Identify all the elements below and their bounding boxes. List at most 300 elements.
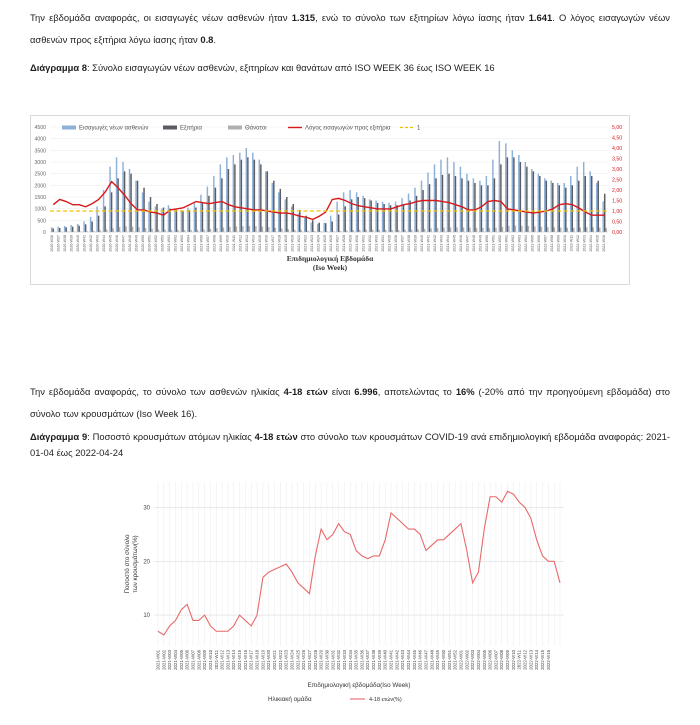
chart1-ytick-right: 5,00 (612, 125, 623, 131)
chart1-bar-discharges (500, 164, 501, 232)
p1-value-ratio: 0.8 (200, 34, 214, 45)
chart1-bar-deaths (469, 228, 470, 232)
chart1-bar-admissions (96, 206, 97, 232)
chart1-bar-deaths (359, 230, 360, 232)
chart1-xtick: 2022-W10 (562, 235, 567, 252)
chart1-bar-admissions (382, 202, 383, 232)
chart1-ytick-right: 2,50 (612, 177, 623, 184)
chart2-xtick: 2021-W51 (446, 650, 452, 670)
chart1-bar-discharges (383, 204, 384, 232)
chart1-bar-deaths (223, 228, 224, 232)
chart1-bar-admissions (473, 178, 474, 232)
p2-text-1: Την εβδομάδα αναφοράς, το σύνολο των ασθενών ηλικίας (30, 386, 284, 397)
chart1-legend-label: Εισαγωγές νέων ασθενών (79, 125, 149, 132)
chart1-bar-discharges (234, 164, 235, 232)
chart1-bar-discharges (591, 176, 592, 232)
chart1-legend-swatch (62, 126, 76, 130)
chart1-bar-discharges (344, 206, 345, 232)
chart1-bar-admissions (90, 217, 91, 232)
chart1-bar-discharges (604, 194, 605, 232)
chart1-bar-deaths (495, 228, 496, 232)
chart1-bar-discharges (474, 183, 475, 232)
chart1-xtick: 2021-W28 (342, 235, 347, 252)
chart1-bar-deaths (372, 230, 373, 232)
chart1-bar-admissions (239, 153, 240, 232)
chart1-bar-discharges (565, 188, 566, 232)
chart-admissions-discharges (30, 115, 630, 285)
chart1-xtick: 2021-W47 (465, 235, 470, 252)
chart2-xtick: 2022-W08 (499, 650, 505, 670)
chart2-xtick: 2021-W37 (365, 650, 371, 670)
chart1-bar-deaths (229, 227, 230, 232)
chart1-ytick-right: 1,50 (612, 198, 623, 205)
chart1-xtick: 2022-W03 (517, 235, 522, 252)
chart1-bar-admissions (142, 192, 143, 232)
chart1-xtick: 2021-W39 (413, 235, 418, 252)
chart1-bar-discharges (507, 157, 508, 232)
chart1-xtick: 2020-W39 (69, 235, 74, 252)
chart1-bar-discharges (494, 178, 495, 232)
chart1-bar-admissions (77, 224, 78, 232)
chart1-bar-admissions (64, 226, 65, 232)
chart1-xtick: 2021-W23 (309, 235, 314, 252)
chart1-bar-discharges (578, 181, 579, 232)
chart1-bar-discharges (312, 220, 313, 232)
chart1-xtick: 2020-W36 (50, 235, 55, 252)
paragraph-admissions (30, 7, 670, 51)
chart1-bar-discharges (91, 222, 92, 233)
chart2-xtick: 2022-W07 (493, 650, 499, 670)
chart1-bar-discharges (572, 185, 573, 232)
chart2-xtick: 2021-W26 (301, 650, 307, 670)
chart1-bar-deaths (502, 227, 503, 232)
chart1-bar-admissions (447, 157, 448, 232)
chart1-bar-admissions (220, 164, 221, 232)
chart1-bar-deaths (567, 228, 568, 232)
chart1-bar-discharges (228, 169, 229, 232)
chart1-bar-admissions (576, 167, 577, 232)
chart2-xtick: 2021-W41 (388, 650, 394, 670)
chart1-bar-admissions (168, 205, 169, 232)
chart2-xtick: 2021-W05 (178, 650, 184, 670)
chart1-xtick: 2021-W48 (471, 235, 476, 252)
chart2-legend-title: Ηλικιακή ομάδα (268, 696, 312, 703)
chart1-xtick: 2021-W10 (225, 235, 230, 252)
chart1-bar-discharges (442, 175, 443, 232)
chart1-xtick: 2022-W09 (556, 235, 561, 252)
chart1-bar-discharges (461, 178, 462, 232)
chart2-xtick: 2021-W06 (184, 650, 190, 670)
chart1-legend-label: Θάνατοι (245, 125, 267, 132)
chart1-xlabel-line2: (Iso Week) (312, 263, 348, 272)
chart1-bar-deaths (119, 227, 120, 232)
chart1-xtick: 2021-W05 (192, 235, 197, 252)
chart2-xtick: 2021-W49 (435, 650, 441, 670)
chart1-bar-deaths (255, 226, 256, 232)
chart2-xtick: 2021-W08 (196, 650, 202, 670)
chart1-bar-discharges (546, 181, 547, 232)
chart1-bar-discharges (124, 171, 125, 232)
chart1-bar-admissions (362, 196, 363, 232)
chart1-xtick: 2021-W07 (205, 235, 210, 252)
chart2-xtick: 2021-W11 (213, 650, 219, 670)
paragraph-age-group (30, 381, 670, 425)
chart1-ytick-right: 4,50 (612, 135, 623, 142)
chart1-bar-deaths (443, 228, 444, 232)
chart1-xtick: 2020-W40 (76, 235, 81, 252)
chart1-xtick: 2020-W45 (108, 235, 113, 252)
chart1-bar-discharges (338, 215, 339, 233)
chart1-bar-admissions (135, 181, 136, 232)
chart1-bar-discharges (182, 211, 183, 232)
chart1-bar-deaths (275, 228, 276, 232)
chart1-xtick: 2021-W46 (459, 235, 464, 252)
p2-text-4: (-20% από την προηγούμενη εβδομάδα) στο σύνολο των κρουσμάτων (Iso Week 16). (30, 386, 671, 419)
chart1-bar-discharges (260, 164, 261, 232)
chart2-xtick: 2021-W02 (161, 650, 167, 670)
p1-text-1: Την εβδομάδα αναφοράς, οι εισαγωγές νέων ασθενών ήταν (30, 12, 292, 23)
chart1-legend-swatch (163, 126, 177, 130)
chart1-bar-deaths (216, 228, 217, 232)
chart1-xtick: 2021-W32 (368, 235, 373, 252)
chart1-bar-deaths (197, 230, 198, 232)
chart1-bar-deaths (294, 230, 295, 232)
chart1-bar-admissions (525, 162, 526, 232)
chart1-bar-deaths (508, 226, 509, 232)
chart1-bar-discharges (221, 178, 222, 232)
p2-value-percent: 16% (455, 386, 475, 397)
chart1-ytick-right: 3,50 (612, 156, 623, 163)
chart2-xtick: 2021-W45 (411, 650, 417, 670)
chart1-bar-admissions (291, 206, 292, 232)
chart1-xtick: 2020-W50 (141, 235, 146, 252)
chart1-bar-admissions (323, 223, 324, 232)
chart1-xtick: 2021-W26 (329, 235, 334, 252)
chart1-bar-discharges (539, 176, 540, 232)
chart1-bar-admissions (492, 160, 493, 232)
caption-9-value-age: 4-18 ετών (254, 431, 298, 442)
chart1-xtick: 2021-W43 (439, 235, 444, 252)
chart1-bar-admissions (401, 198, 402, 232)
chart1-xtick: 2022-W01 (504, 235, 509, 252)
chart1-xtick: 2022-W04 (523, 235, 528, 252)
chart1-bar-discharges (117, 178, 118, 232)
chart1-bar-admissions (356, 192, 357, 232)
p1-text-2: , ενώ το σύνολο των εξιτηρίων λόγω ίασης ήταν (315, 12, 529, 23)
chart1-bar-admissions (551, 181, 552, 232)
chart1-xtick: 2022-W06 (536, 234, 541, 252)
chart1-ytick-left: 2500 (34, 171, 46, 178)
chart1-bar-admissions (272, 183, 273, 232)
chart1-bar-deaths (573, 228, 574, 232)
chart1-xtick: 2020-W38 (63, 235, 68, 252)
chart1-xtick: 2022-W07 (543, 235, 548, 252)
chart1-bar-admissions (57, 227, 58, 232)
chart1-bar-admissions (466, 174, 467, 232)
chart1-xtick: 2022-W14 (588, 235, 593, 252)
chart2-xtick: 2021-W38 (371, 650, 377, 670)
chart1-ytick-left: 4000 (34, 136, 46, 143)
chart2-xtick: 2021-W34 (347, 650, 353, 670)
chart2-xtick: 2022-W11 (516, 650, 522, 670)
chart1-bar-deaths (164, 230, 165, 232)
chart1-bar-deaths (203, 229, 204, 232)
chart1-bar-admissions (304, 218, 305, 232)
chart1-bar-deaths (417, 229, 418, 232)
chart2-xtick: 2021-W48 (429, 650, 435, 670)
chart1-bar-discharges (513, 157, 514, 232)
chart1-ytick-right: 3,00 (612, 167, 623, 173)
caption-8-label: Διάγραμμα 8 (30, 62, 87, 73)
caption-chart-9 (30, 429, 670, 461)
chart1-xtick: 2022-W05 (530, 235, 535, 252)
chart2-xtick: 2021-W46 (417, 650, 423, 670)
chart1-bar-deaths (106, 229, 107, 232)
chart1-ytick-right: 4,00 (612, 146, 623, 152)
chart1-bar-discharges (318, 223, 319, 232)
chart2-xtick: 2021-W13 (225, 650, 231, 670)
chart2-xtick: 2021-W43 (400, 650, 406, 670)
chart1-bar-admissions (174, 209, 175, 232)
chart1-bar-deaths (450, 227, 451, 232)
chart1-ytick-left: 0 (43, 230, 46, 236)
chart1-xtick: 2020-W46 (115, 235, 120, 252)
chart1-xtick: 2020-W42 (89, 235, 94, 252)
caption-9-text-2: στο σύνολο των κρουσμάτων COVID-19 ανά επιδημιολογική εβδομάδα αναφοράς: 2021-01-04 έως 2022-04-24 (30, 431, 670, 458)
chart1-bar-deaths (171, 230, 172, 232)
p2-text-2: είναι (327, 386, 355, 397)
chart1-bar-admissions (388, 203, 389, 232)
chart1-bar-admissions (109, 167, 110, 232)
chart1-bar-admissions (505, 143, 506, 232)
chart1-bar-discharges (377, 203, 378, 232)
chart2-xtick: 2022-W05 (481, 650, 487, 670)
chart1-xtick: 2021-W22 (303, 235, 308, 252)
chart1-bar-admissions (453, 162, 454, 232)
chart1-legend-swatch (228, 126, 242, 130)
p1-text-4: . (213, 34, 217, 45)
chart1-xtick: 2020-W49 (134, 235, 139, 252)
chart2-xtick: 2021-W30 (324, 650, 330, 670)
chart2-xtick: 2022-W06 (487, 650, 493, 670)
p1-value-admissions: 1.315 (291, 12, 316, 23)
chart1-xtick: 2021-W14 (251, 235, 256, 252)
chart1-bar-deaths (593, 227, 594, 232)
chart1-bar-admissions (557, 183, 558, 232)
chart1-bar-discharges (331, 222, 332, 233)
chart2-xtick: 2021-W18 (254, 650, 260, 670)
chart1-xtick: 2021-W33 (374, 235, 379, 252)
chart1-bar-deaths (606, 228, 607, 232)
chart1-bar-discharges (208, 196, 209, 232)
chart1-bar-discharges (202, 203, 203, 232)
chart1-bar-discharges (215, 188, 216, 232)
chart1-ytick-right: 0,50 (612, 219, 623, 226)
chart2-xtick: 2021-W31 (330, 650, 336, 670)
chart2-xtick: 2021-W01 (155, 650, 161, 670)
p1-value-discharges: 1.641 (528, 12, 553, 23)
chart1-xtick: 2021-W18 (277, 235, 282, 252)
chart1-xtick: 2022-W12 (575, 235, 580, 252)
chart1-ytick-right: 1,00 (612, 209, 623, 215)
chart1-bar-deaths (482, 228, 483, 232)
chart1-bar-discharges (98, 216, 99, 232)
chart1-bar-admissions (194, 203, 195, 232)
chart1-bar-admissions (499, 141, 500, 232)
chart1-bar-discharges (299, 210, 300, 232)
chart1-xtick: 2021-W36 (394, 235, 399, 252)
chart2-xtick: 2022-W15 (540, 650, 546, 670)
chart1-bar-discharges (247, 157, 248, 232)
chart1-bar-admissions (375, 201, 376, 233)
chart1-bar-admissions (440, 160, 441, 232)
chart1-bar-admissions (200, 195, 201, 232)
chart1-bar-deaths (281, 229, 282, 233)
chart2-xtick: 2021-W25 (295, 650, 301, 670)
chart1-bar-admissions (518, 155, 519, 232)
chart1-xtick: 2020-W44 (102, 235, 107, 252)
chart2-xtick: 2021-W04 (172, 650, 178, 670)
chart1-ytick-left: 4500 (34, 125, 46, 131)
chart1-xlabel-line1: Επιδημιολογική Εβδομάδα (286, 254, 374, 263)
chart1-bar-deaths (125, 226, 126, 232)
chart1-bar-deaths (560, 228, 561, 232)
chart2-xtick: 2021-W28 (312, 650, 318, 670)
chart1-bar-discharges (189, 210, 190, 232)
chart1-bar-deaths (411, 230, 412, 232)
chart1-bar-deaths (437, 228, 438, 232)
chart1-bar-discharges (111, 192, 112, 232)
chart1-xtick: 2021-W11 (231, 235, 236, 252)
chart2-xtick: 2022-W13 (528, 650, 534, 670)
chart1-xtick: 2021-W09 (218, 235, 223, 252)
chart1-bar-admissions (83, 222, 84, 233)
chart1-xtick: 2022-W15 (595, 235, 600, 252)
chart1-xtick: 2021-W01 (167, 235, 172, 252)
chart1-xtick: 2021-W40 (420, 235, 425, 252)
chart1-bar-deaths (541, 227, 542, 232)
chart1-bar-discharges (597, 181, 598, 232)
chart1-bar-discharges (150, 197, 151, 232)
chart1-bar-deaths (145, 228, 146, 232)
chart2-ytick: 30 (143, 505, 150, 512)
chart1-bar-admissions (395, 202, 396, 232)
chart1-xtick: 2020-W41 (82, 235, 87, 252)
p2-text-3: , αποτελώντας το (377, 386, 456, 397)
chart1-bar-discharges (293, 204, 294, 232)
chart1-xtick: 2021-W02 (173, 235, 178, 252)
chart1-xtick: 2021-W25 (322, 235, 327, 252)
chart2-xtick: 2021-W39 (376, 650, 382, 670)
chart1-bar-discharges (370, 201, 371, 233)
chart1-bar-discharges (137, 181, 138, 232)
chart1-xtick: 2021-W17 (270, 234, 275, 252)
chart1-bar-deaths (378, 230, 379, 232)
caption-8-text: : Σύνολο εισαγωγών νέων ασθενών, εξιτηρίων και θανάτων από ISO WEEK 36 έως ISO WEEK 16 (86, 62, 495, 73)
chart1-bar-discharges (254, 160, 255, 232)
p2-value-count: 6.996 (354, 386, 378, 397)
chart1-bar-deaths (404, 230, 405, 232)
chart1-bar-discharges (409, 201, 410, 233)
chart1-xtick: 2021-W38 (407, 235, 412, 252)
chart1-bar-discharges (364, 198, 365, 232)
chart1-bar-admissions (310, 223, 311, 232)
chart1-bar-admissions (336, 202, 337, 232)
chart1-legend-label: Εξιτήρια (180, 125, 202, 132)
chart1-xtick: 2021-W03 (180, 235, 185, 252)
chart2-xtick: 2022-W12 (522, 650, 528, 670)
chart2-xtick: 2021-W09 (202, 650, 208, 670)
chart1-bar-admissions (51, 227, 52, 232)
chart1-xtick: 2020-W52 (154, 235, 159, 252)
chart1-xtick: 2021-W12 (238, 235, 243, 252)
chart1-bar-admissions (538, 174, 539, 232)
chart1-bar-admissions (460, 167, 461, 232)
chart1-bar-deaths (463, 227, 464, 232)
chart2-xtick: 2022-W02 (464, 650, 470, 670)
chart1-ytick-left: 1500 (34, 195, 46, 201)
chart2-xtick: 2021-W22 (277, 650, 283, 670)
chart1-bar-deaths (112, 228, 113, 232)
chart2-legend-label: 4-18 ετών(%) (369, 697, 402, 703)
chart1-bar-admissions (414, 188, 415, 232)
chart2-xtick: 2021-W29 (318, 650, 324, 670)
chart1-xtick: 2021-W34 (381, 235, 386, 252)
chart1-bar-admissions (213, 176, 214, 232)
chart2-xtick: 2021-W19 (260, 650, 266, 670)
chart1-xtick: 2021-W50 (484, 235, 489, 252)
chart1-bar-deaths (521, 226, 522, 232)
chart1-xtick: 2020-W48 (128, 235, 133, 252)
chart1-bar-discharges (156, 204, 157, 232)
chart1-bar-admissions (155, 206, 156, 232)
chart1-bar-admissions (70, 225, 71, 232)
chart1-bar-admissions (589, 171, 590, 232)
chart1-bar-deaths (365, 230, 366, 232)
chart1-bar-admissions (564, 183, 565, 232)
chart1-bar-discharges (429, 184, 430, 232)
chart1-bar-admissions (265, 171, 266, 232)
chart1-bar-discharges (325, 223, 326, 232)
chart1-bar-deaths (288, 229, 289, 232)
chart1-bar-discharges (78, 226, 79, 232)
caption-chart-8 (30, 60, 670, 76)
chart1-bar-admissions (116, 157, 117, 232)
chart1-bar-admissions (602, 201, 603, 232)
chart1-bar-discharges (59, 228, 60, 232)
chart1-bar-admissions (512, 150, 513, 232)
chart1-bar-admissions (544, 178, 545, 232)
p2-value-age: 4-18 ετών (283, 386, 328, 397)
chart1-bar-admissions (252, 153, 253, 232)
chart1-xtick: 2021-W24 (316, 235, 321, 252)
chart1-xtick: 2022-W02 (510, 235, 515, 252)
chart1-bar-admissions (343, 192, 344, 232)
chart2-xtick: 2022-W14 (534, 650, 540, 670)
chart1-bar-deaths (534, 226, 535, 232)
chart1-bar-discharges (533, 171, 534, 232)
chart1-xtick: 2021-W30 (355, 235, 360, 252)
chart1-bar-admissions (207, 187, 208, 233)
chart1-bar-deaths (424, 229, 425, 232)
chart1-bar-admissions (226, 157, 227, 232)
chart1-bar-admissions (233, 155, 234, 232)
chart1-xtick: 2021-W06 (199, 235, 204, 252)
chart2-xtick: 2021-W15 (237, 650, 243, 670)
chart1-bar-deaths (151, 229, 152, 232)
chart1-xtick: 2022-W11 (569, 235, 574, 252)
chart1-legend-label: 1 (417, 125, 421, 132)
